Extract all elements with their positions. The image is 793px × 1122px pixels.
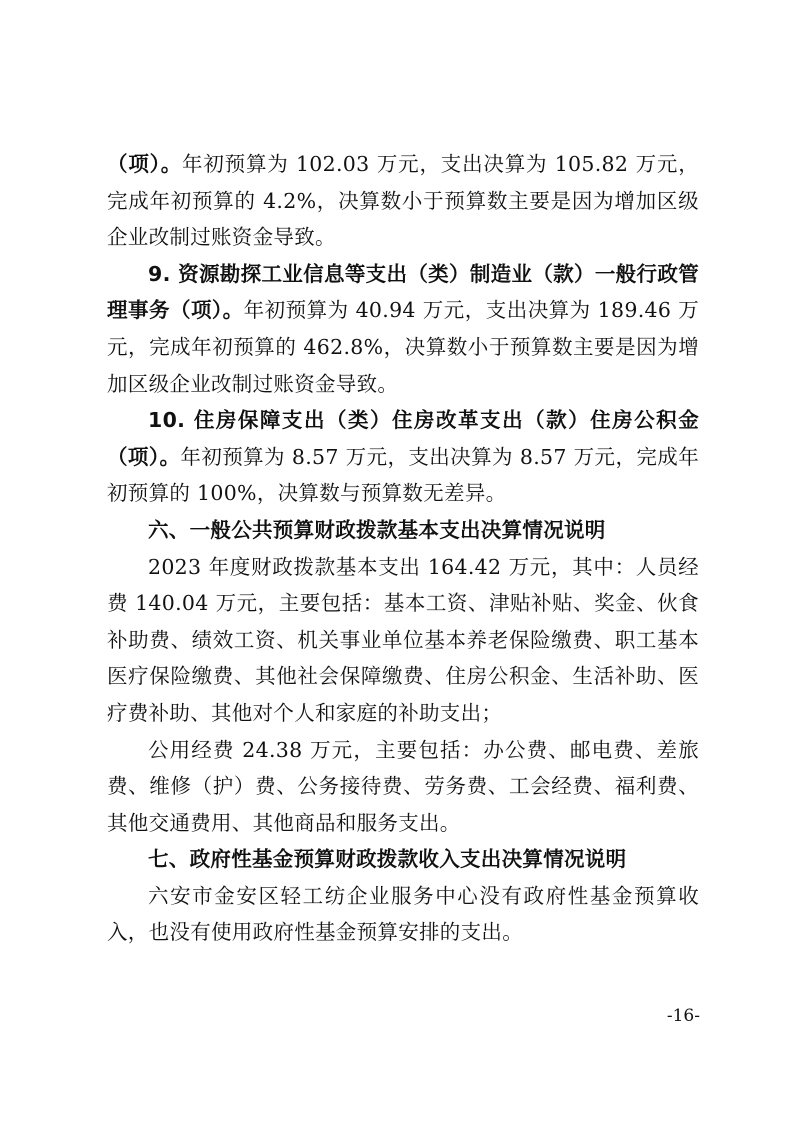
- paragraph-text: 年初预算为 8.57 万元，支出决算为 8.57 万元，完成年初预算的 100%，决算数与预算数无差异。: [107, 444, 700, 506]
- paragraph-text: 年初预算为 40.94 万元，支出决算为 189.46 万元，完成年初预算的 462.8%，决算数小于预算数主要是因为增加区级企业改制过账资金导致。: [107, 298, 699, 396]
- section-heading-7: 七、政府性基金预算财政拨款收入支出决算情况说明: [148, 847, 627, 872]
- paragraph-bold-lead: 10. 住房保障支出（类）住房改革支出（款）住房公积金（项）。: [107, 408, 699, 469]
- paragraph-personnel-expenses: 2023 年度财政拨款基本支出 164.42 万元，其中：人员经费 140.04 万元，主要包括：基本工资、津贴补贴、奖金、伙食补助费、绩效工资、机关事业单位基本养老保险缴费、职工基本医疗保险缴费、其他社会保障缴费、住房公积金、生活补助、医疗费补助、其他对个人和家庭的补助支出；: [107, 554, 699, 725]
- paragraph-government-fund: 六安市金安区轻工纺企业服务中心没有政府性基金预算收入，也没有使用政府性基金预算安排的支出。: [107, 883, 699, 945]
- document-body: [107, 146, 699, 951]
- paragraph-text: 年初预算为 102.03 万元，支出决算为 105.82 万元，完成年初预算的 4.2%，决算数小于预算数主要是因为增加区级企业改制过账资金导致。: [107, 152, 700, 250]
- paragraph-item-10: [107, 402, 699, 512]
- section-heading-6: 六、一般公共预算财政拨款基本支出决算情况说明: [148, 517, 606, 542]
- paragraph-bold-lead: （项）。: [107, 152, 183, 176]
- paragraph-public-expenses: 公用经费 24.38 万元，主要包括：办公费、邮电费、差旅费、维修（护）费、公务接待费、劳务费、工会经费、福利费、其他交通费用、其他商品和服务支出。: [107, 737, 699, 835]
- paragraph-bold-lead: 9. 资源勘探工业信息等支出（类）制造业（款）一般行政管理事务（项）。: [107, 261, 699, 323]
- page-number: -16-: [666, 1006, 700, 1026]
- paragraph-item-9: [107, 256, 699, 402]
- paragraph-item-8-continued: [107, 146, 699, 256]
